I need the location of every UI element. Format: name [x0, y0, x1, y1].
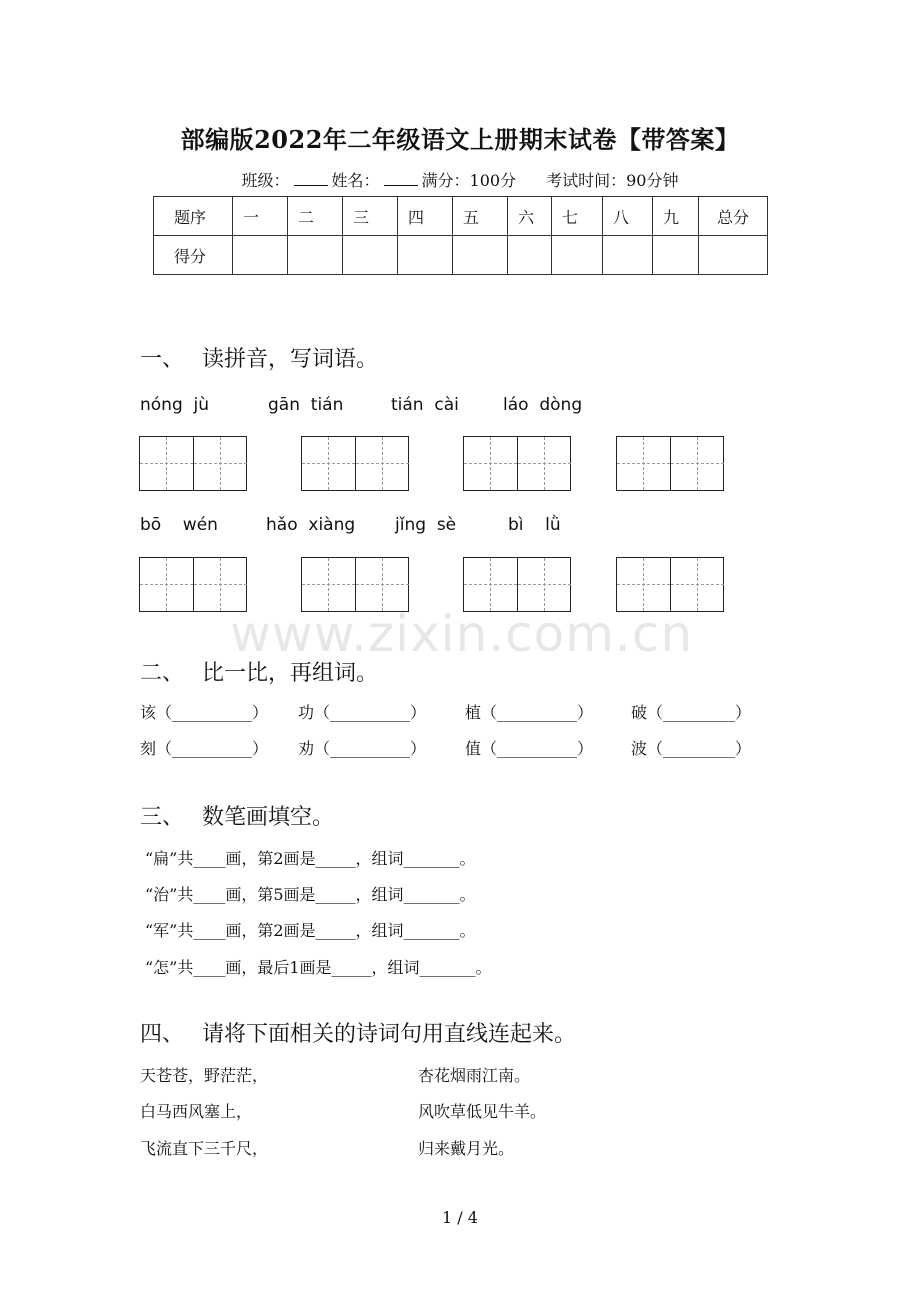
page-title: 部编版2022年二年级语文上册期末试卷【带答案】: [180, 125, 740, 154]
poem-left-line[interactable]: 飞流直下三千尺，: [140, 1139, 269, 1158]
section-2-heading: [140, 656, 378, 687]
section-title: 比一比，再组词。: [202, 661, 379, 686]
name-blank[interactable]: [384, 171, 418, 186]
stroke-question[interactable]: “治”共____画，第5画是_____，组词_______。: [145, 885, 476, 904]
compare-item[interactable]: 波（_________）: [631, 739, 752, 758]
poem-right-line[interactable]: 风吹草低见牛羊。: [418, 1102, 547, 1121]
score-cell[interactable]: [699, 236, 768, 275]
score-cell[interactable]: [288, 236, 343, 275]
section-3-heading: [140, 800, 334, 831]
pinyin-3: tián cài: [391, 395, 459, 415]
stroke-question[interactable]: “怎”共____画，最后1画是_____，组词_______。: [145, 958, 492, 977]
writing-grid[interactable]: [301, 436, 409, 491]
writing-grid[interactable]: [139, 557, 247, 612]
pinyin-2: gān tián: [268, 395, 344, 415]
writing-grid[interactable]: [616, 436, 724, 491]
score-cell[interactable]: [508, 236, 552, 275]
score-cell[interactable]: [653, 236, 699, 275]
stroke-question[interactable]: “军”共____画，第2画是_____，组词_______。: [145, 921, 476, 940]
stroke-question[interactable]: “扁”共____画，第2画是_____，组词_______。: [145, 849, 476, 868]
score-header-row: [154, 197, 768, 236]
pinyin-4: láo dòng: [503, 395, 583, 415]
compare-item[interactable]: 该（__________）: [140, 703, 269, 722]
writing-grid[interactable]: [463, 436, 571, 491]
pinyin-6: hǎo xiàng: [266, 515, 356, 535]
score-header-cell: 总分: [699, 197, 768, 236]
pinyin-5: bō wén: [140, 515, 218, 535]
section-1-heading: [140, 342, 378, 373]
section-4-heading: [140, 1017, 576, 1048]
compare-item[interactable]: 破（_________）: [631, 703, 752, 722]
writing-grid[interactable]: [139, 436, 247, 491]
compare-item[interactable]: 植（__________）: [465, 703, 594, 722]
compare-item[interactable]: 劝（__________）: [298, 739, 427, 758]
section-number: 四、: [140, 1022, 185, 1047]
score-header-cell: 题序: [154, 197, 233, 236]
pinyin-8: bì lǜ: [508, 515, 561, 535]
pinyin-7: jǐng sè: [395, 515, 457, 535]
section-title: 请将下面相关的诗词句用直线连起来。: [202, 1022, 577, 1047]
score-cell[interactable]: [233, 236, 288, 275]
section-number: 三、: [140, 805, 185, 830]
exam-info: [0, 168, 920, 191]
name-label: 姓名：: [331, 171, 380, 190]
score-cell[interactable]: [343, 236, 398, 275]
score-cell[interactable]: [603, 236, 653, 275]
score-header-cell: 一: [233, 197, 288, 236]
poem-right-line[interactable]: 杏花烟雨江南。: [418, 1066, 531, 1085]
poem-right-line[interactable]: 归来戴月光。: [418, 1139, 515, 1158]
score-header-cell: 三: [343, 197, 398, 236]
full-score: 满分：100分: [421, 171, 517, 190]
compare-item[interactable]: 值（__________）: [465, 739, 594, 758]
score-cell[interactable]: [552, 236, 603, 275]
score-cell[interactable]: [398, 236, 453, 275]
section-number: 一、: [140, 347, 185, 372]
score-header-cell: 八: [603, 197, 653, 236]
section-title: 数笔画填空。: [202, 805, 335, 830]
compare-item[interactable]: 功（__________）: [298, 703, 427, 722]
class-blank[interactable]: [294, 171, 328, 186]
score-header-cell: 五: [453, 197, 508, 236]
score-cell[interactable]: [453, 236, 508, 275]
score-header-cell: 四: [398, 197, 453, 236]
score-header-cell: 二: [288, 197, 343, 236]
score-header-cell: 六: [508, 197, 552, 236]
score-table: [153, 196, 768, 275]
pinyin-1: nóng jù: [140, 395, 210, 415]
watermark: www.zixin.com.cn: [230, 605, 694, 663]
section-number: 二、: [140, 661, 185, 686]
compare-item[interactable]: 刻（__________）: [140, 739, 269, 758]
poem-left-line[interactable]: 白马西风塞上，: [140, 1102, 253, 1121]
section-title: 读拼音，写词语。: [202, 347, 379, 372]
score-header-cell: 七: [552, 197, 603, 236]
writing-grid[interactable]: [301, 557, 409, 612]
poem-left-line[interactable]: 天苍苍，野茫茫，: [140, 1066, 269, 1085]
score-row-label: 得分: [154, 236, 233, 275]
writing-grid[interactable]: [616, 557, 724, 612]
exam-time: 考试时间：90分钟: [546, 171, 679, 190]
score-header-cell: 九: [653, 197, 699, 236]
class-label: 班级：: [241, 171, 290, 190]
score-row: [154, 236, 768, 275]
page-number: 1 / 4: [442, 1208, 478, 1227]
writing-grid[interactable]: [463, 557, 571, 612]
